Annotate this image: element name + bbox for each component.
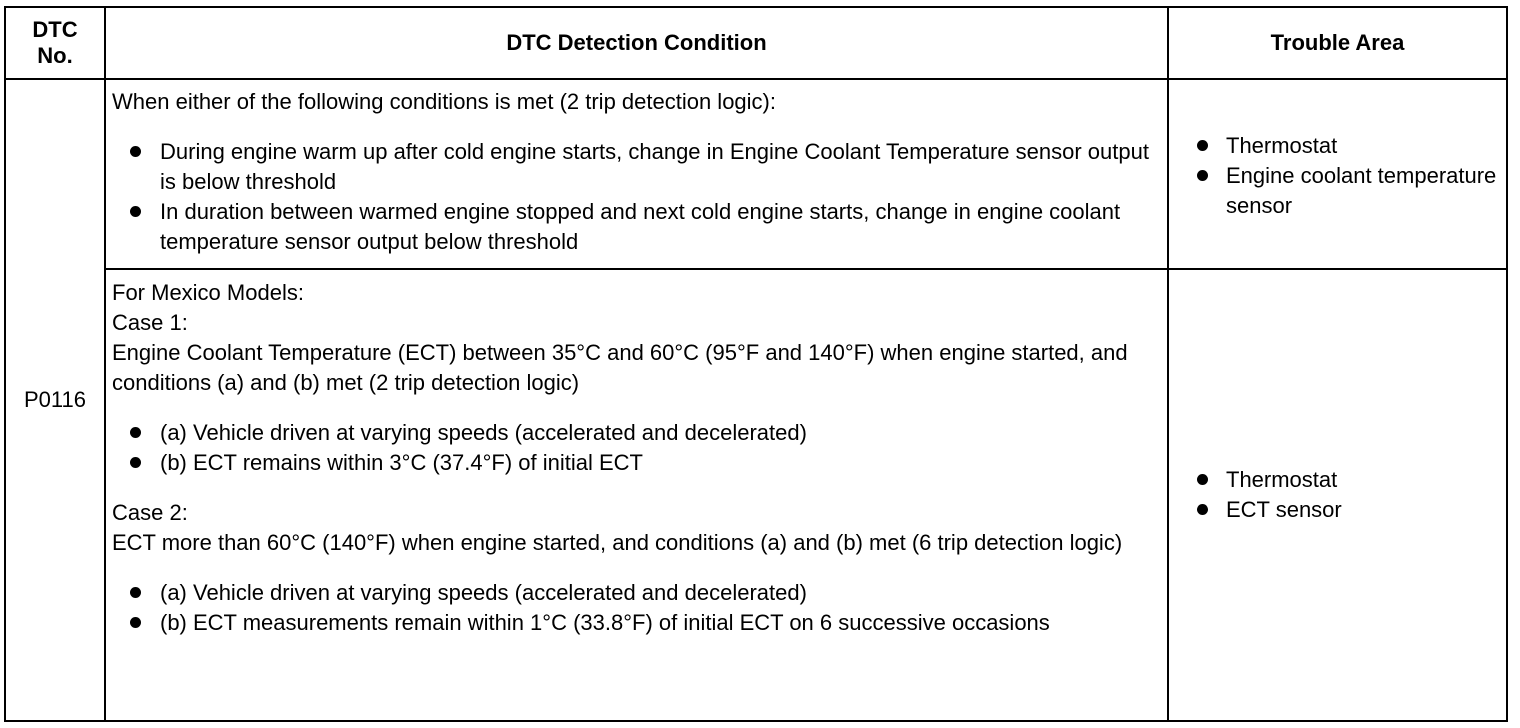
header-dtc-no-line1: DTC	[32, 17, 78, 42]
trouble-cell-1	[1168, 79, 1507, 269]
case2-text: ECT more than 60°C (140°F) when engine started, and conditions (a) and (b) met (6 trip detection logic)	[112, 530, 1123, 555]
bullet-icon	[130, 457, 141, 468]
case1-list	[112, 418, 1161, 478]
header-dtc-no	[5, 7, 105, 79]
list-item: Thermostat	[1179, 131, 1506, 161]
list-item: (a) Vehicle driven at varying speeds (accelerated and decelerated)	[112, 418, 1161, 448]
condition-intro: When either of the following conditions is met (2 trip detection logic):	[112, 89, 776, 114]
bullet-icon	[130, 146, 141, 157]
list-item: Thermostat	[1179, 465, 1506, 495]
dtc-table	[4, 6, 1508, 722]
bullet-icon	[130, 617, 141, 628]
condition-cell-2	[105, 269, 1168, 721]
case1-text: Engine Coolant Temperature (ECT) between 35°C and 60°C (95°F and 140°F) when engine started, and conditions (a) and (b) met (2 trip detection logic)	[112, 340, 1128, 395]
header-row	[5, 7, 1507, 79]
bullet-icon	[130, 206, 141, 217]
condition-list-1	[112, 137, 1161, 257]
condition-cell-1	[105, 79, 1168, 269]
bullet-icon	[1197, 140, 1208, 151]
list-item: Engine coolant temperature sensor	[1179, 161, 1506, 221]
case1-title: Case 1:	[112, 310, 188, 335]
table-row	[5, 269, 1507, 721]
list-item: (a) Vehicle driven at varying speeds (accelerated and decelerated)	[112, 578, 1161, 608]
trouble-list-1	[1169, 80, 1506, 221]
list-item: (b) ECT measurements remain within 1°C (33.8°F) of initial ECT on 6 successive occasions	[112, 608, 1161, 638]
bullet-icon	[1197, 474, 1208, 485]
case2-list	[112, 578, 1161, 638]
region-label: For Mexico Models:	[112, 280, 304, 305]
bullet-icon	[1197, 504, 1208, 515]
list-item: During engine warm up after cold engine starts, change in Engine Coolant Temperature sensor output is below threshold	[112, 137, 1161, 197]
dtc-code: P0116	[5, 79, 105, 721]
header-dtc-no-line2: No.	[37, 43, 73, 68]
header-condition: DTC Detection Condition	[105, 7, 1168, 79]
table-row	[5, 79, 1507, 269]
list-item: (b) ECT remains within 3°C (37.4°F) of initial ECT	[112, 448, 1161, 478]
header-trouble-area: Trouble Area	[1168, 7, 1507, 79]
list-item: In duration between warmed engine stopped and next cold engine starts, change in engine coolant temperature sensor output below threshold	[112, 197, 1161, 257]
bullet-icon	[130, 587, 141, 598]
trouble-list-2	[1169, 270, 1506, 525]
bullet-icon	[1197, 170, 1208, 181]
trouble-cell-2	[1168, 269, 1507, 721]
bullet-icon	[130, 427, 141, 438]
case2-title: Case 2:	[112, 500, 188, 525]
list-item: ECT sensor	[1179, 495, 1506, 525]
